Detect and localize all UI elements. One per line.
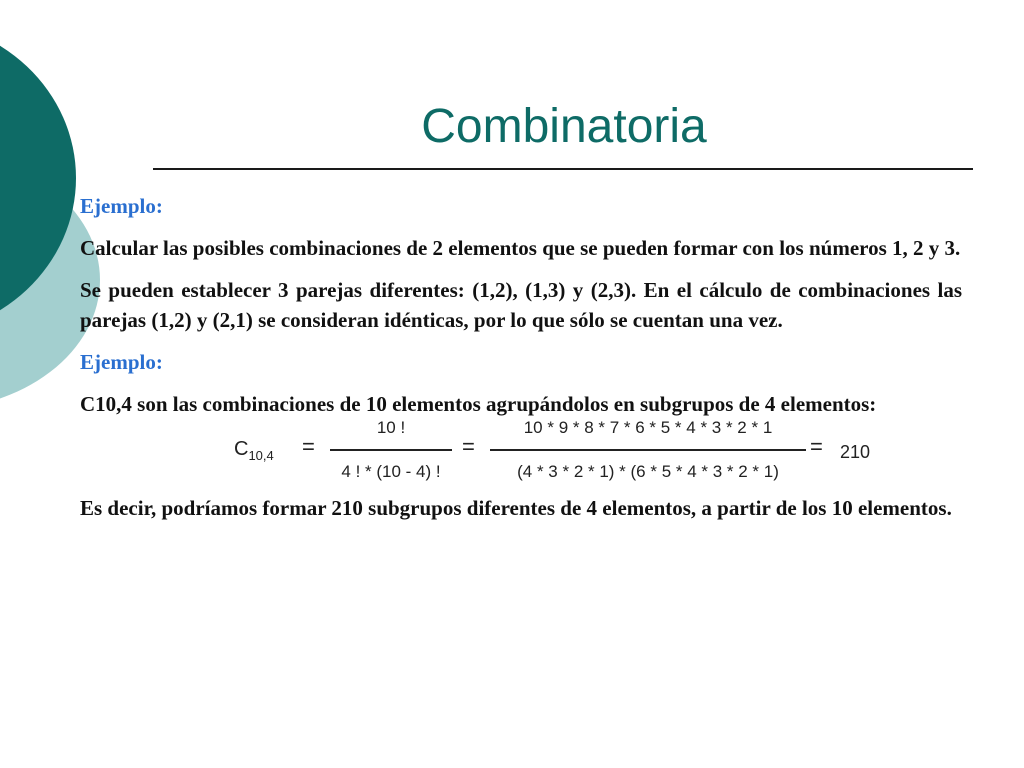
paragraph-exercise-2: C10,4 son las combinaciones de 10 elementos agrupándolos en subgrupos de 4 elementos: <box>80 392 877 416</box>
formula-equals-3: = <box>810 434 823 459</box>
fraction-1-numerator: 10 ! <box>376 418 406 437</box>
formula-fraction-2 <box>490 417 806 483</box>
example-label-2: Ejemplo: <box>80 350 163 374</box>
paragraph-conclusion: Es decir, podríamos formar 210 subgrupos diferentes de 4 elementos, a partir de los 10 elementos. <box>80 496 952 520</box>
paragraph-exercise-1: Calcular las posibles combinaciones de 2 elementos que se pueden formar con los números 1, 2 y 3. <box>80 236 961 260</box>
formula-symbol: C <box>234 438 249 460</box>
fraction-1-bar <box>330 449 452 451</box>
fraction-2-numerator: 10 * 9 * 8 * 7 * 6 * 5 * 4 * 3 * 2 * 1 <box>523 418 773 437</box>
formula-equals-2: = <box>462 434 475 459</box>
formula-equals-1: = <box>302 434 315 459</box>
formula-subscript: 10,4 <box>248 448 274 463</box>
fraction-1-denominator: 4 ! * (10 - 4) ! <box>341 462 441 481</box>
formula-result: 210 <box>840 442 871 462</box>
fraction-2-denominator: (4 * 3 * 2 * 1) * (6 * 5 * 4 * 3 * 2 * 1) <box>517 462 779 481</box>
formula-lhs <box>234 434 274 471</box>
fraction-2-bar <box>490 449 806 451</box>
slide-title: Combinatoria <box>421 100 707 153</box>
example-label-1: Ejemplo: <box>80 194 163 218</box>
combination-formula <box>80 417 962 483</box>
slide-body <box>80 191 962 523</box>
paragraph-explanation-1: Se pueden establecer 3 parejas diferentes: (1,2), (1,3) y (2,3). En el cálculo de combinaciones las parejas (1,2) y (2,1) se consideran idénticas, por lo que sólo se cuentan una vez. <box>80 278 962 332</box>
formula-fraction-1 <box>330 417 452 483</box>
title-divider <box>153 168 973 170</box>
